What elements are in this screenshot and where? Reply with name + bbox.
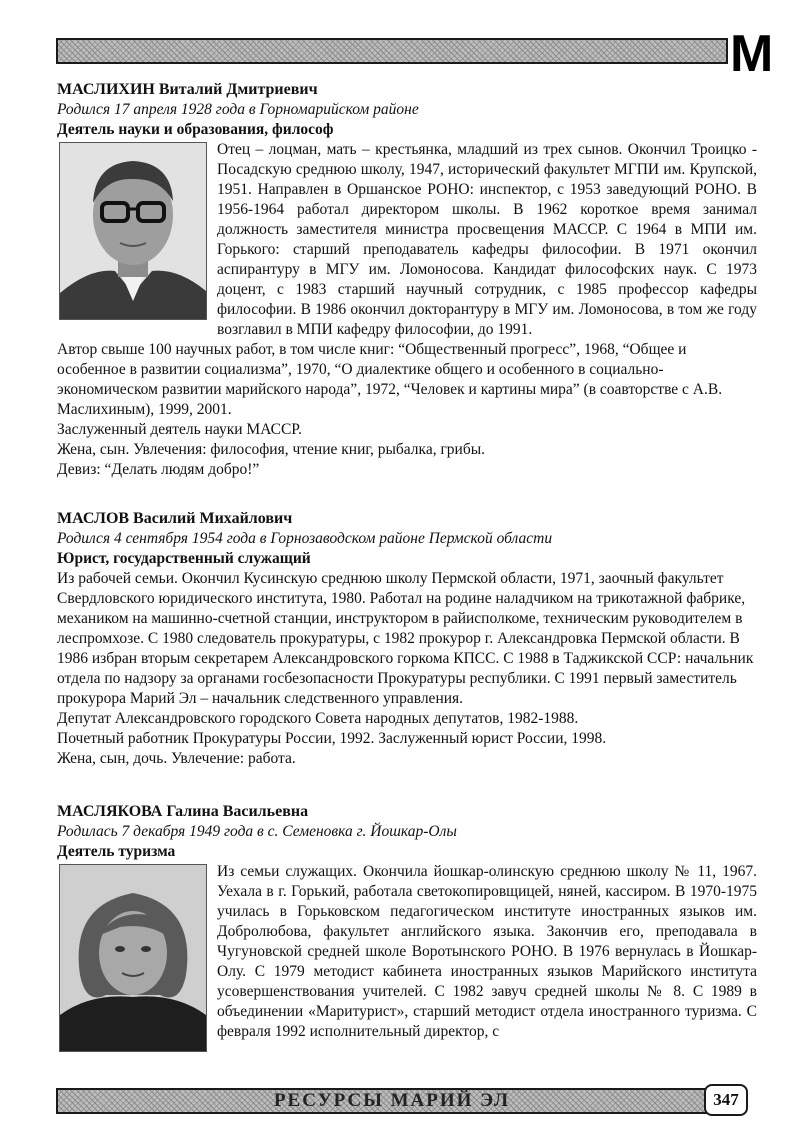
footer-band: [56, 1088, 728, 1114]
biography-entry: [57, 802, 757, 1056]
entry-profession: Юрист, государственный служащий: [57, 550, 311, 567]
footer-title: РЕСУРСЫ МАРИЙ ЭЛ: [273, 1090, 511, 1111]
entry-birth: Родился 17 апреля 1928 года в Горномарийском районе: [57, 101, 419, 118]
entry-paragraph: Автор свыше 100 научных работ, в том числе книг: “Общественный прогресс”, 1968, “Общее и особенное в развитии социализма”, 1970, “О диалектике общего и особенного в социально-экономическом развитии марийского народа”, 1972, “Человек и картины мира” (в соавторстве с А.В. Маслихиным), 1999, 2001.: [57, 341, 723, 418]
portrait-man-image: [60, 143, 206, 319]
entry-paragraph: Жена, сын, дочь. Увлечение: работа.: [57, 750, 296, 767]
portrait-photo: [59, 864, 207, 1052]
entry-name: МАСЛИХИН Виталий Дмитриевич: [57, 81, 318, 98]
entry-side-text: Отец – лоцман, мать – крестьянка, младший из трех сынов. Окончил Троицко - Посадскую среднюю школу, 1947, исторический факультет МГПИ им. Крупской, 1951. Направлен в Оршанское РОНО: инспектор, с 1953 заведующий РОНО. В 1956-1964 работал директором школы. В 1962 короткое время занимал должность заместителя министра просвещения МАССР. С 1964 в МПИ им. Горького: старший преподаватель кафедры философии. В 1971 окончил аспирантуру в МГУ им. Ломоносова. Кандидат философских наук. С 1973 доцент, с 1983 старший научный сотрудник, с 1985 профессор кафедры философии. В 1986 окончил докторантуру в МГУ им. Ломоносова, в том же году возглавил в МПИ кафедру философии, до 1991.: [217, 141, 757, 338]
entry-paragraph: Из рабочей семьи. Окончил Кусинскую среднюю школу Пермской области, 1971, заочный факультет Свердловского юридического института, 1980. Работал на родине наладчиком на трикотажной фабрике, механиком на машинно-счетной станции, инструктором в райисполкоме, техническим руководителем в леспромхозе. С 1980 следователь прокуратуры, с 1982 прокурор г. Александровка Пермской области. В 1986 избран вторым секретарем Александровского горкома КПСС. С 1988 в Таджикской ССР: начальник отдела по надзору за органами госбезопасности Прокуратуры республики. С 1991 первый заместитель прокурора Марий Эл – начальник следственного управления.: [57, 570, 754, 707]
portrait-photo: [59, 142, 207, 320]
biography-entry: [57, 509, 757, 769]
entry-paragraph: Жена, сын. Увлечения: философия, чтение книг, рыбалка, грибы.: [57, 441, 486, 458]
entry-paragraph: Почетный работник Прокуратуры России, 1992. Заслуженный юрист России, 1998.: [57, 730, 607, 747]
entry-paragraph: Депутат Александровского городского Совета народных депутатов, 1982-1988.: [57, 710, 579, 727]
entry-profession: Деятель науки и образования, философ: [57, 121, 334, 138]
header-band: [56, 38, 728, 64]
section-letter: М: [730, 25, 774, 83]
biography-entry: [57, 80, 757, 480]
page-number: 347: [704, 1084, 748, 1116]
entry-profession: Деятель туризма: [57, 843, 176, 860]
entry-paragraph: Девиз: “Делать людям добро!”: [57, 461, 260, 478]
entry-paragraph: Заслуженный деятель науки МАССР.: [57, 421, 302, 438]
portrait-woman-image: [60, 865, 206, 1051]
entry-name: МАСЛОВ Василий Михайлович: [57, 510, 293, 527]
entry-side-text: Из семьи служащих. Окончила йошкар-олинскую среднюю школу № 11, 1967. Уехала в г. Горький, работала светокопировщицей, няней, кассиром. В 1970-1975 училась в Горьковском педагогическом институте иностранных языков им. Добролюбова, факультет английского языка. Закончив его, преподавала в Чугуновской средней школе Воротынского РОНО. В 1976 вернулась в Йошкар-Олу. С 1979 методист кабинета иностранных языков Марийского института усовершенствования учителей. С 1982 завуч средней школы № 8. С 1989 в объединении «Маритурист», старший методист отдела иностранного туризма. С февраля 1992 исполнительный директор, с: [217, 863, 757, 1040]
entry-name: МАСЛЯКОВА Галина Васильевна: [57, 803, 309, 820]
entry-birth: Родился 4 сентября 1954 года в Горнозаводском районе Пермской области: [57, 530, 553, 547]
entry-birth: Родилась 7 декабря 1949 года в с. Семеновка г. Йошкар-Олы: [57, 823, 457, 840]
